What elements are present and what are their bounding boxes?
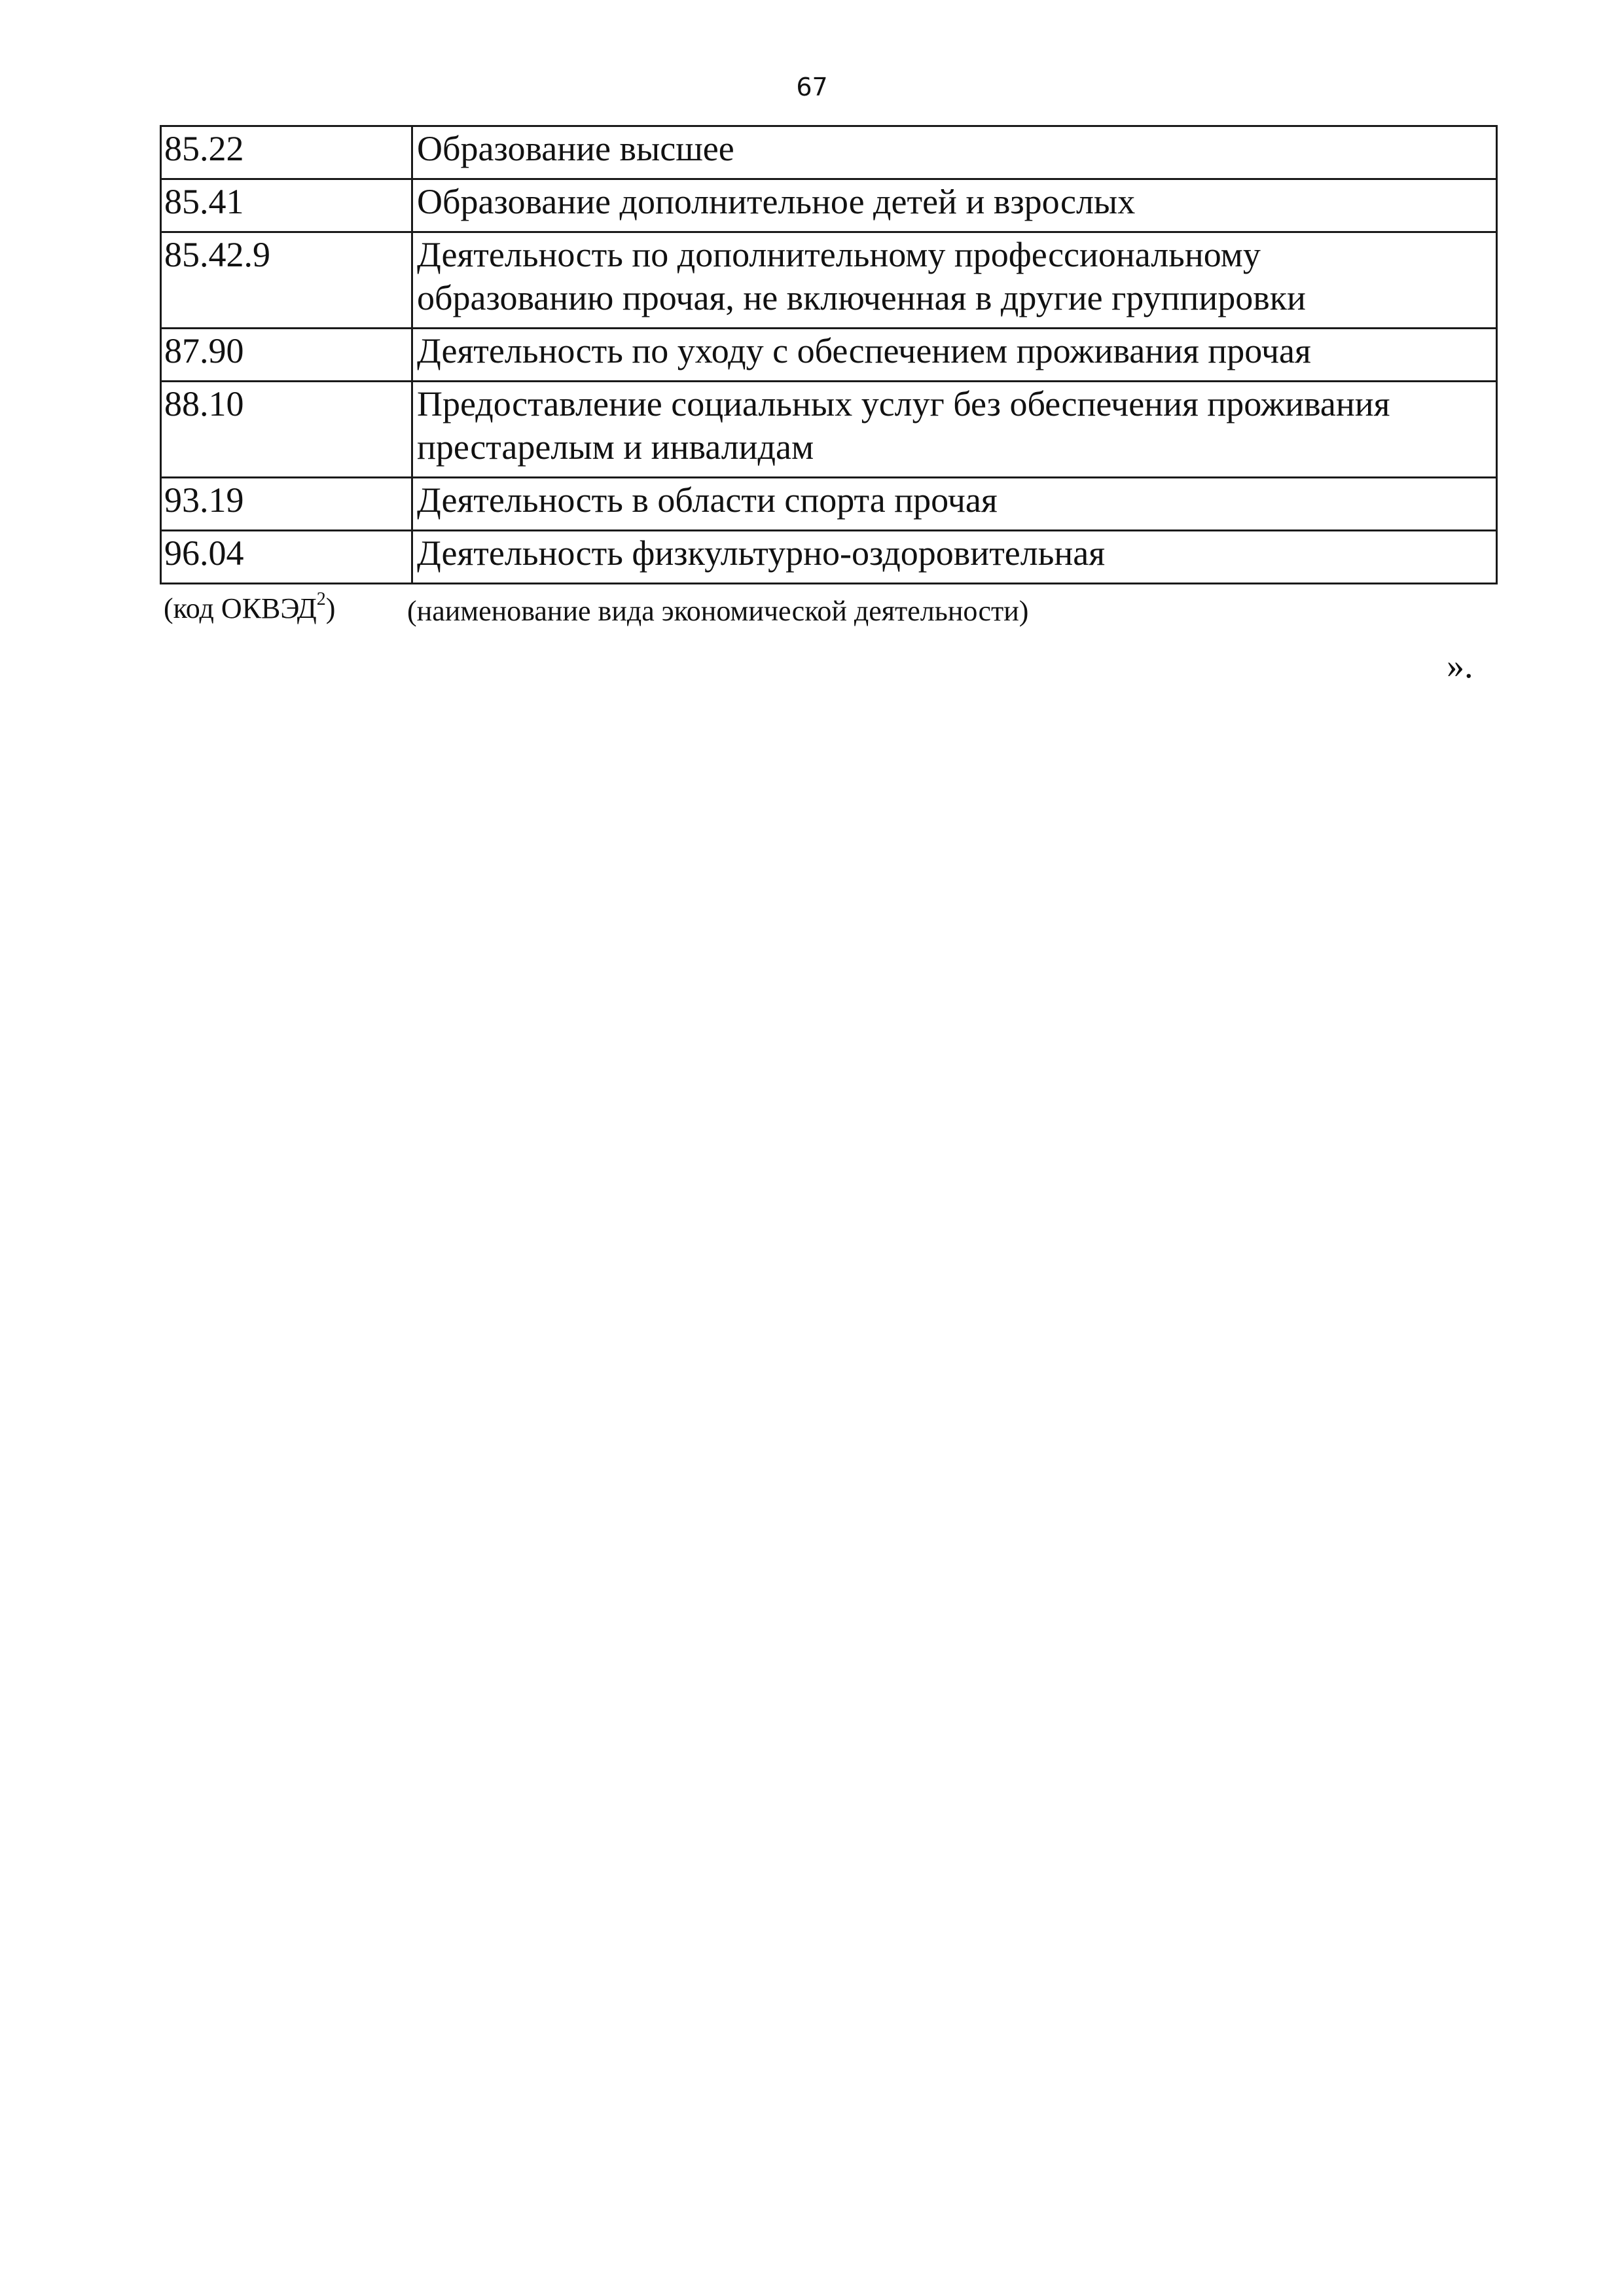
- activity-name-line: образованию прочая, не включенная в другие группировки: [417, 278, 1306, 317]
- code-caption-close: ): [325, 592, 336, 624]
- table-row: [161, 329, 1497, 382]
- okved-code: 93.19: [161, 478, 412, 531]
- table-row: [161, 382, 1497, 478]
- activity-name-line: престарелым и инвалидам: [417, 427, 814, 467]
- table-row: [161, 478, 1497, 531]
- activity-name-line: Предоставление социальных услуг без обеспечения проживания: [417, 384, 1390, 423]
- okved-code: 85.22: [161, 126, 412, 179]
- activity-name-line: Деятельность в области спорта прочая: [417, 480, 998, 520]
- code-caption-text: (код ОКВЭД: [164, 592, 317, 624]
- okved-code: 85.41: [161, 179, 412, 232]
- activity-name: [412, 478, 1497, 531]
- okved-code: 87.90: [161, 329, 412, 382]
- okved-code: 88.10: [161, 382, 412, 478]
- code-column-caption: [164, 589, 335, 628]
- activity-name: [412, 531, 1497, 584]
- name-column-caption: (наименование вида экономической деятельности): [407, 595, 1029, 627]
- table-row: [161, 179, 1497, 232]
- activity-name: [412, 179, 1497, 232]
- okved-table: [160, 125, 1498, 584]
- page-number: 67: [796, 73, 828, 101]
- okved-code: 85.42.9: [161, 232, 412, 329]
- table-row: [161, 531, 1497, 584]
- activity-name: [412, 232, 1497, 329]
- activity-name: [412, 329, 1497, 382]
- footnote-marker: 2: [316, 589, 326, 609]
- activity-name-line: Деятельность физкультурно-оздоровительная: [417, 533, 1106, 573]
- activity-name: [412, 126, 1497, 179]
- okved-code: 96.04: [161, 531, 412, 584]
- activity-name-line: Образование дополнительное детей и взрослых: [417, 182, 1136, 221]
- activity-name-line: Деятельность по дополнительному профессиональному: [417, 235, 1261, 274]
- activity-name: [412, 382, 1497, 478]
- table-row: [161, 232, 1497, 329]
- activity-name-line: Деятельность по уходу с обеспечением проживания прочая: [417, 331, 1311, 370]
- closing-quote: ».: [1447, 646, 1473, 685]
- table-row: [161, 126, 1497, 179]
- activity-name-line: Образование высшее: [417, 129, 734, 168]
